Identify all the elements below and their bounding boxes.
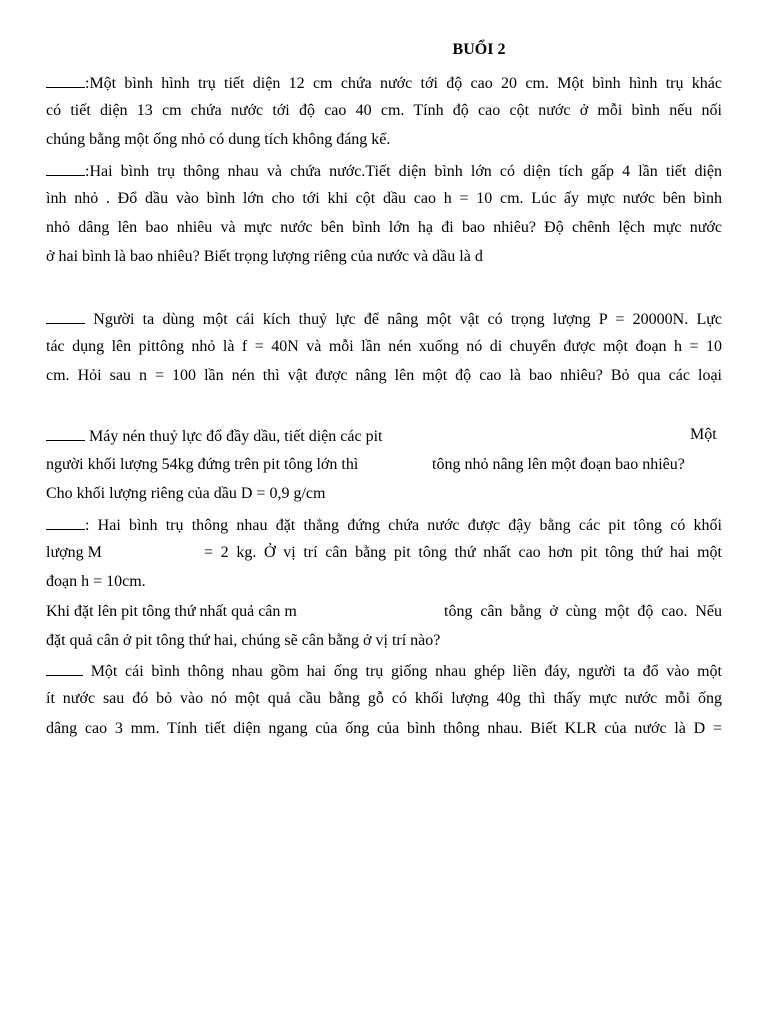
problem-4-line-1-right: Một: [690, 426, 717, 443]
problem-4-line-3: Cho khối lượng riêng của dầu D = 0,9 g/cm: [46, 485, 326, 502]
problem-1-line-1: [46, 72, 722, 94]
answer-blank: [46, 660, 83, 676]
problem-4-line-2-left: người khối lượng 54kg đứng trên pit tông lớn thì: [46, 456, 359, 473]
answer-blank: [46, 514, 85, 530]
problem-6-line-2: ít nước sau đó bỏ vào nó một quả cầu bằng gỗ có khối lượng 40g thì thấy mực nước mỗi ống: [46, 690, 722, 707]
problem-3-line-2: tác dụng lên pittông nhỏ là f = 40N và mỗi lần nén xuống nó di chuyển được một đoạn h = 10: [46, 338, 722, 355]
answer-blank: [46, 160, 85, 176]
problem-5-line-1: [46, 514, 722, 536]
problem-1-line-2: có tiết diện 13 cm chứa nước tới độ cao 40 cm. Tính độ cao cột nước ở mỗi bình nếu nối: [46, 102, 722, 119]
problem-5-line-4-right: tông cân bằng ở cùng một độ cao. Nếu: [444, 603, 722, 620]
problem-4-text-1: Máy nén thuỷ lực đổ đầy dầu, tiết diện các pit: [85, 428, 383, 445]
answer-blank: [46, 72, 85, 88]
answer-blank: [46, 308, 85, 324]
problem-4-line-1-left: [46, 425, 382, 447]
problem-6-line-3: dâng cao 3 mm. Tính tiết diện ngang của ống của bình thông nhau. Biết KLR của nước là D =: [46, 720, 722, 737]
problem-2-text-1: :Hai bình trụ thông nhau và chứa nước.Tiết diện bình lớn có diện tích gấp 4 lần tiết diện: [85, 163, 722, 180]
answer-blank: [46, 425, 85, 441]
problem-5-line-2-right: = 2 kg. Ở vị trí cân bằng pit tông thứ nhất cao hơn pit tông thứ hai một: [204, 544, 722, 561]
problem-5-line-5: đặt quả cân ở pit tông thứ hai, chúng sẽ cân bằng ở vị trí nào?: [46, 632, 441, 649]
problem-5-line-3: đoạn h = 10cm.: [46, 573, 146, 590]
problem-5-line-4-left: Khi đặt lên pit tông thứ nhất quả cân m: [46, 603, 297, 620]
problem-3-text-1: Người ta dùng một cái kích thuỷ lực để nâng một vật có trọng lượng P = 20000N. Lực: [85, 311, 722, 328]
problem-2-line-2: ình nhỏ . Đổ dầu vào bình lớn cho tới khi cột dầu cao h = 10 cm. Lúc ấy mực nước bên bình: [46, 190, 722, 207]
problem-3-line-1: [46, 308, 722, 330]
problem-5-text-1: : Hai bình trụ thông nhau đặt thẳng đứng chứa nước được đậy bằng các pit tông có khối: [85, 517, 722, 534]
problem-1-line-3: chúng bằng một ống nhỏ có dung tích không đáng kể.: [46, 131, 391, 148]
page-title: BUỔI 2: [452, 41, 506, 58]
problem-4-line-2-right: tông nhỏ nâng lên một đoạn bao nhiêu?: [432, 456, 685, 473]
problem-2-line-4: ở hai bình là bao nhiêu? Biết trọng lượng riêng của nước và dầu là d: [46, 248, 483, 265]
problem-1-text-1: :Một bình hình trụ tiết diện 12 cm chứa nước tới độ cao 20 cm. Một bình hình trụ khác: [85, 75, 722, 92]
problem-3-line-3: cm. Hỏi sau n = 100 lần nén thì vật được nâng lên một độ cao là bao nhiêu? Bỏ qua các loại: [46, 367, 722, 384]
problem-6-text-1: Một cái bình thông nhau gồm hai ống trụ giống nhau ghép liền đáy, người ta đổ vào một: [83, 663, 722, 680]
problem-2-line-1: [46, 160, 722, 182]
problem-6-line-1: [46, 660, 722, 682]
problem-5-line-2-left: lượng M: [46, 544, 102, 561]
problem-2-line-3: nhỏ dâng lên bao nhiêu và mực nước bên bình lớn hạ đi bao nhiêu? Độ chênh lệch mực nước: [46, 219, 722, 236]
